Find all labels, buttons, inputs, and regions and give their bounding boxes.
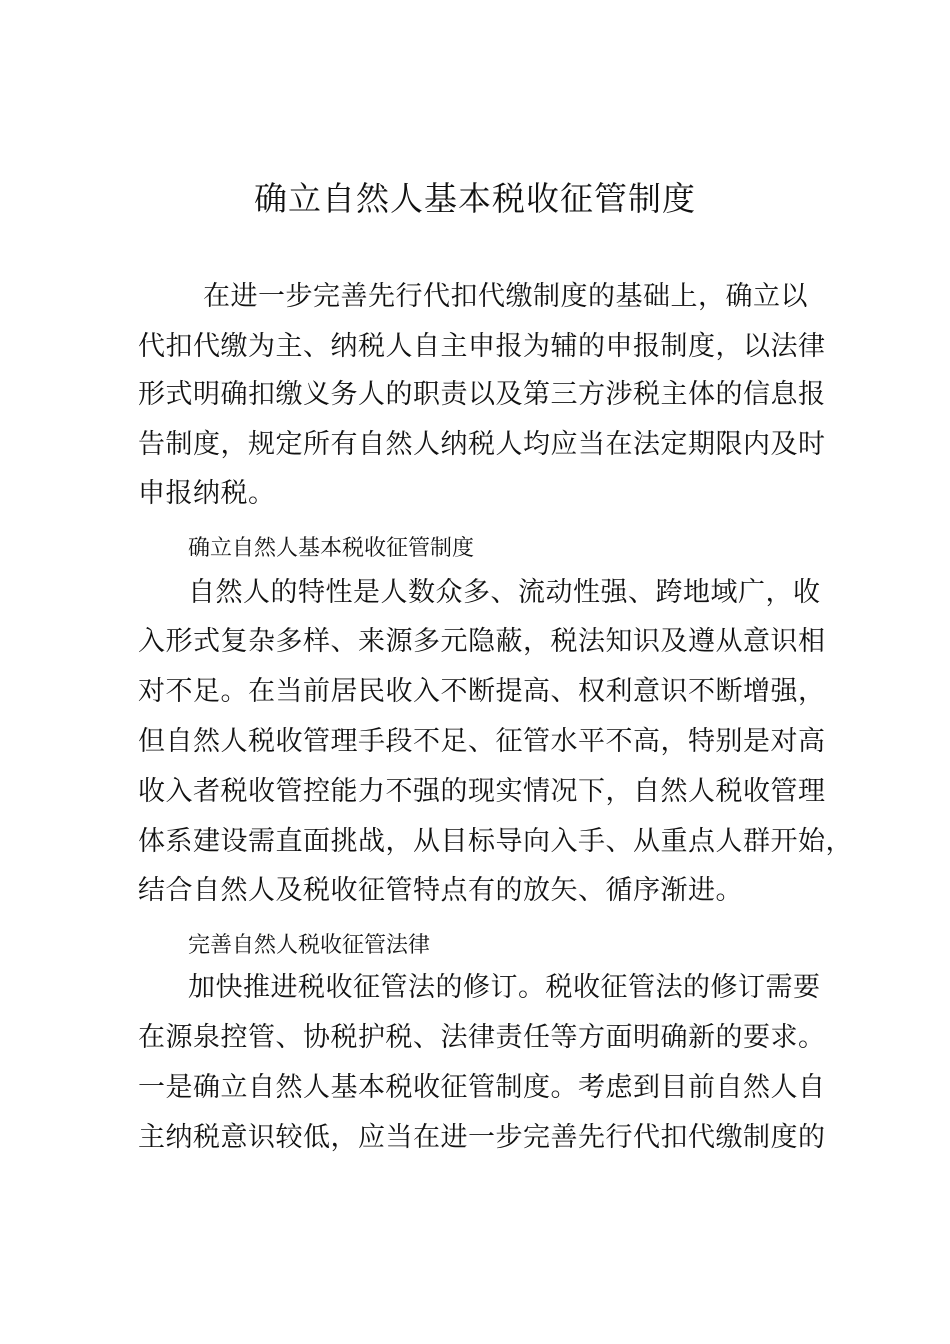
- section-heading-3: 完善自然人税收征管法律: [188, 933, 431, 958]
- paragraph-3-line-4: 主纳税意识较低，应当在进一步完善先行代扣代缴制度的: [138, 1122, 826, 1153]
- paragraph-1-line-3: 形式明确扣缴义务人的职责以及第三方涉税主体的信息报: [138, 379, 826, 410]
- paragraph-1-line-1: 在进一步完善先行代扣代缴制度的基础上，确立以: [203, 281, 808, 312]
- paragraph-2-line-2: 入形式复杂多样、来源多元隐蔽，税法知识及遵从意识相: [138, 626, 826, 657]
- paragraph-2-line-4: 但自然人税收管理手段不足、征管水平不高，特别是对高: [138, 726, 826, 757]
- paragraph-2-line-3: 对不足。在当前居民收入不断提高、权利意识不断增强，: [138, 676, 826, 707]
- section-heading-2: 确立自然人基本税收征管制度: [188, 536, 475, 561]
- paragraph-3-line-2: 在源泉控管、协税护税、法律责任等方面明确新的要求。: [138, 1022, 826, 1053]
- paragraph-1-line-4: 告制度，规定所有自然人纳税人均应当在法定期限内及时: [138, 429, 826, 460]
- paragraph-2-line-1: 自然人的特性是人数众多、流动性强、跨地域广，收: [188, 577, 821, 608]
- document-title: 确立自然人基本税收征管制度: [254, 179, 696, 218]
- paragraph-1-line-2: 代扣代缴为主、纳税人自主申报为辅的申报制度，以法律: [138, 331, 826, 362]
- paragraph-2-line-5: 收入者税收管控能力不强的现实情况下，自然人税收管理: [138, 776, 826, 807]
- paragraph-2-line-7: 结合自然人及税收征管特点有的放矢、循序渐进。: [138, 875, 743, 906]
- paragraph-2-line-6: 体系建设需直面挑战，从目标导向入手、从重点人群开始，: [138, 826, 853, 857]
- paragraph-3-line-3: 一是确立自然人基本税收征管制度。考虑到目前自然人自: [138, 1072, 826, 1103]
- paragraph-1-line-5: 申报纳税。: [138, 478, 276, 509]
- paragraph-3-line-1: 加快推进税收征管法的修订。税收征管法的修订需要: [188, 972, 821, 1003]
